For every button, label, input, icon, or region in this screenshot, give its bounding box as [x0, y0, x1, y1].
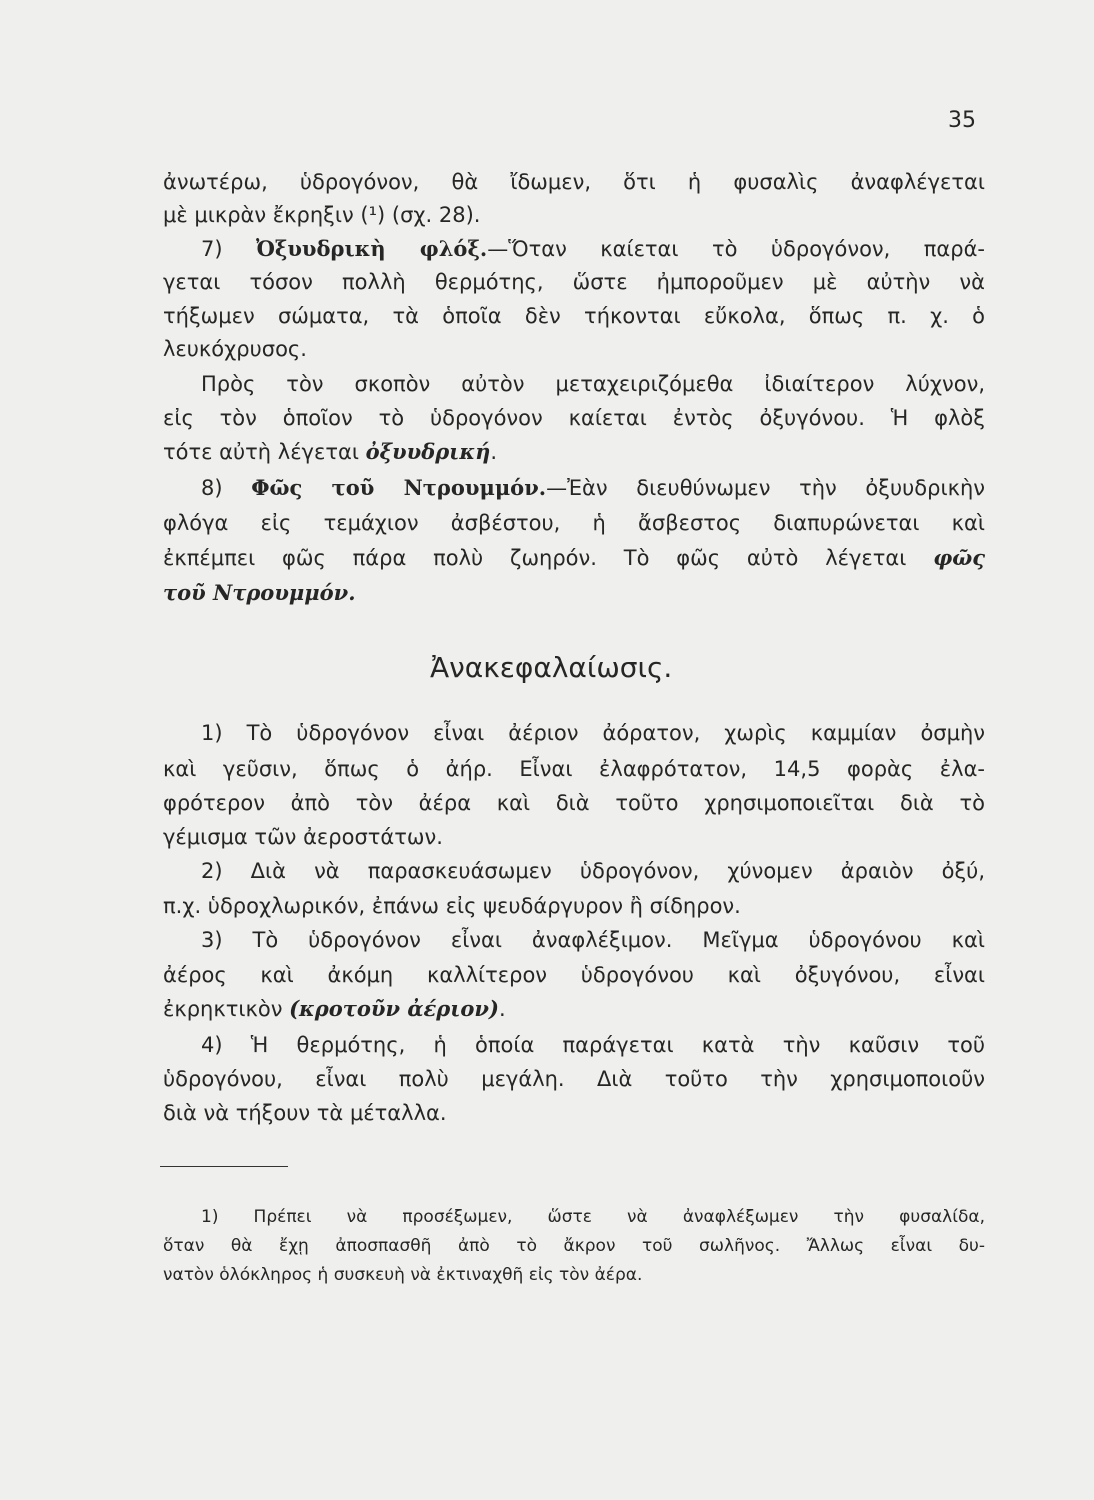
text-line: τοῦ Ντρουμμόν.	[163, 580, 356, 605]
summary-line: 2) Διὰ νὰ παρασκευάσωμεν ὑδρογόνον, χύνομεν ἀραιὸν ὀξύ,	[201, 859, 985, 883]
paragraph-7-first-line: 7) Ὀξυυδρικὴ φλόξ.—Ὅταν καίεται τὸ ὑδρογόνον, παρά-	[201, 236, 986, 261]
term-oxyhydrogen: ὀξυυδρική	[365, 439, 491, 464]
text-line: τότε αὐτὴ λέγεται ὀξυυδρική.	[163, 439, 498, 464]
summary-line: π.χ. ὑδροχλωρικόν, ἐπάνω εἰς ψευδάργυρον ἢ σίδηρον.	[163, 894, 741, 918]
term-oxyhydrogen-flame: Ὀξυυδρικὴ φλόξ.	[256, 236, 488, 261]
summary-line: ἐκρηκτικὸν (κροτοῦν ἀέριον).	[163, 996, 506, 1021]
summary-line: ἀέρος καὶ ἀκόμη καλλίτερον ὑδρογόνου καὶ ὀξυγόνου, εἶναι	[163, 963, 985, 987]
summary-line: 4) Ἡ θερμότης, ἡ ὁποία παράγεται κατὰ τὴν καῦσιν τοῦ	[201, 1033, 985, 1057]
summary-line: 1) Τὸ ὑδρογόνον εἶναι ἀέριον ἀόρατον, χωρὶς καμμίαν ὀσμὴν	[201, 721, 985, 745]
summary-line: γέμισμα τῶν ἀεροστάτων.	[163, 825, 443, 849]
footnote-divider	[160, 1166, 288, 1167]
text-line: μὲ μικρὰν ἔκρηξιν (¹) (σχ. 28).	[163, 203, 481, 227]
footnote-line: 1) Πρέπει νὰ προσέξωμεν, ὥστε νὰ ἀναφλέξωμεν τὴν φυσαλίδα,	[201, 1207, 985, 1227]
page-number: 35	[948, 108, 976, 133]
summary-line: διὰ νὰ τήξουν τὰ μέταλλα.	[163, 1101, 447, 1125]
text-line: γεται τόσον πολλὴ θερμότης, ὥστε ἠμποροῦμεν μὲ αὐτὴν νὰ	[163, 270, 985, 294]
text-line: ἀνωτέρω, ὑδρογόνον, θὰ ἴδωμεν, ὅτι ἡ φυσαλὶς ἀναφλέγεται	[163, 170, 985, 194]
summary-line: 3) Τὸ ὑδρογόνον εἶναι ἀναφλέξιμον. Μεῖγμα ὑδρογόνου καὶ	[201, 928, 985, 952]
text-line: εἰς τὸν ὁποῖον τὸ ὑδρογόνον καίεται ἐντὸς ὀξυγόνου. Ἡ φλὸξ	[163, 406, 985, 430]
term-drummond-light: Φῶς τοῦ Ντρουμμόν.	[251, 475, 547, 500]
text-line: ἐκπέμπει φῶς πάρα πολὺ ζωηρόν. Τὸ φῶς αὐτὸ λέγεται φῶς	[163, 545, 985, 570]
summary-line: φρότερον ἀπὸ τὸν ἀέρα καὶ διὰ τοῦτο χρησιμοποιεῖται διὰ τὸ	[163, 791, 985, 815]
footnote-line: νατὸν ὁλόκληρος ἡ συσκευὴ νὰ ἐκτιναχθῆ εἰς τὸν ἀέρα.	[163, 1265, 643, 1285]
text-line: φλόγα εἰς τεμάχιον ἀσβέστου, ἡ ἄσβεστος διαπυρώνεται καὶ	[163, 511, 985, 535]
paragraph-8-first-line: 8) Φῶς τοῦ Ντρουμμόν.—Ἐὰν διευθύνωμεν τὴν ὀξυυδρικὴν	[201, 475, 985, 500]
text-line: τήξωμεν σώματα, τὰ ὁποῖα δὲν τήκονται εὔκολα, ὅπως π. χ. ὁ	[163, 304, 985, 328]
summary-line: καὶ γεῦσιν, ὅπως ὁ ἀήρ. Εἶναι ἐλαφρότατον, 14,5 φορὰς ἐλα-	[163, 757, 985, 781]
text-line: Πρὸς τὸν σκοπὸν αὐτὸν μεταχειριζόμεθα ἰδιαίτερον λύχνον,	[201, 372, 985, 396]
term-detonating-gas: (κροτοῦν ἀέριον)	[289, 996, 499, 1021]
term-drummond-light-italic: φῶς	[933, 545, 985, 570]
section-heading: Ἀνακεφαλαίωσις.	[430, 651, 673, 684]
summary-line: ὑδρογόνου, εἶναι πολὺ μεγάλη. Διὰ τοῦτο τὴν χρησιμοποιοῦν	[163, 1067, 985, 1091]
text-line: λευκόχρυσος.	[163, 337, 307, 361]
footnote-line: ὅταν θὰ ἔχῃ ἀποσπασθῆ ἀπὸ τὸ ἄκρον τοῦ σωλῆνος. Ἄλλως εἶναι δυ-	[163, 1236, 985, 1256]
